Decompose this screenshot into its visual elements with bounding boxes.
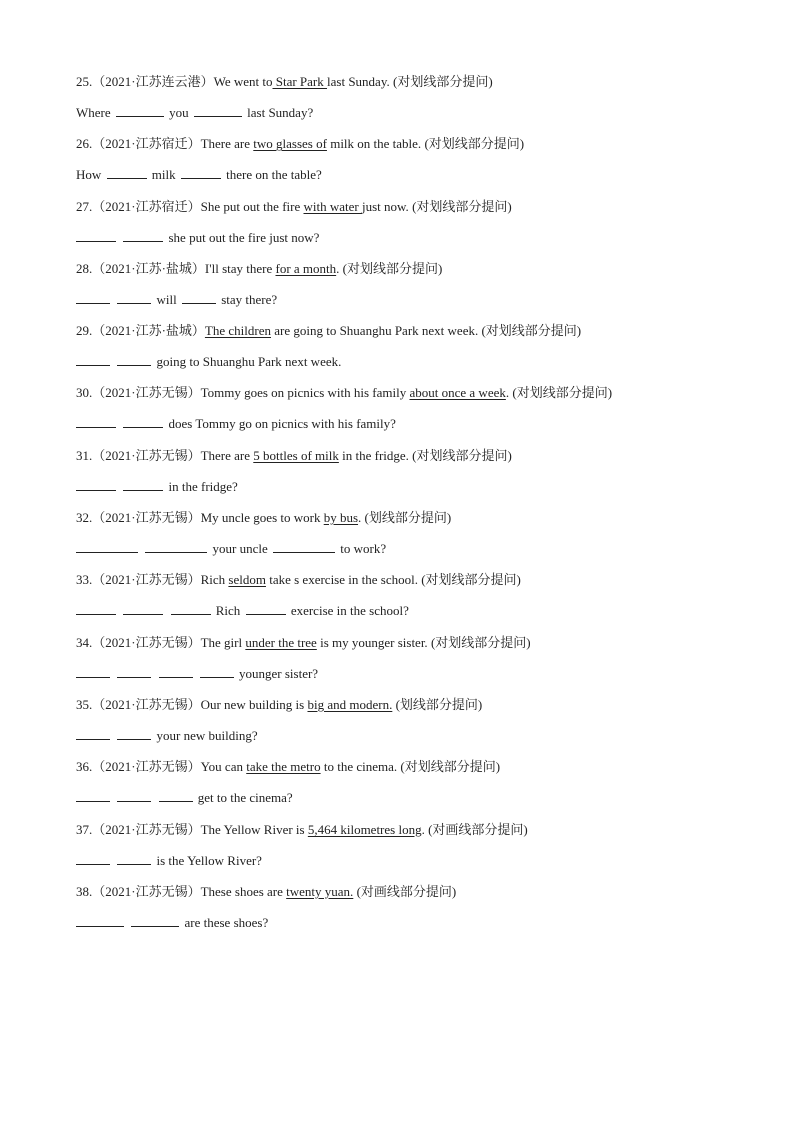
answer-blank[interactable] bbox=[181, 166, 221, 179]
answer-blank[interactable] bbox=[123, 229, 163, 242]
question-source: （2021·江苏宿迁） bbox=[92, 136, 201, 152]
answer-blank[interactable] bbox=[182, 291, 216, 304]
question-sentence bbox=[76, 71, 736, 102]
question-sentence bbox=[76, 694, 736, 725]
question-number: 34. bbox=[76, 634, 93, 650]
question-item bbox=[76, 133, 736, 195]
underlined-part: by bus bbox=[323, 510, 359, 526]
answer-blank[interactable] bbox=[145, 540, 207, 553]
underlined-part: about once a week bbox=[409, 385, 506, 401]
question-item bbox=[76, 819, 736, 881]
question-instruction: (对划线部分提问) bbox=[427, 634, 531, 650]
answer-blank[interactable] bbox=[159, 789, 193, 802]
question-number: 27. bbox=[76, 198, 93, 214]
answer-text: younger sister? bbox=[239, 665, 319, 681]
answer-text: she put out the fire just now? bbox=[168, 229, 320, 245]
answer-blank[interactable] bbox=[76, 727, 110, 740]
question-instruction: (对划线部分提问) bbox=[478, 323, 582, 339]
question-number: 36. bbox=[76, 759, 93, 775]
question-item bbox=[76, 694, 736, 756]
answer-text: there on the table? bbox=[226, 167, 322, 183]
question-item bbox=[76, 507, 736, 569]
sentence-text: . bbox=[336, 260, 340, 276]
answer-line bbox=[76, 164, 736, 195]
answer-blank[interactable] bbox=[171, 602, 211, 615]
answer-text: your uncle bbox=[212, 541, 268, 557]
answer-line bbox=[76, 289, 736, 320]
answer-line bbox=[76, 725, 736, 756]
question-sentence bbox=[76, 881, 736, 912]
question-number: 37. bbox=[76, 821, 93, 837]
question-instruction: (对划线部分提问) bbox=[339, 260, 443, 276]
question-number: 25. bbox=[76, 74, 93, 89]
sentence-text: There are bbox=[200, 136, 254, 152]
answer-line bbox=[76, 413, 736, 444]
answer-text: last Sunday? bbox=[247, 105, 314, 120]
sentence-text: These shoes are bbox=[200, 883, 287, 899]
underlined-part: two glasses of bbox=[253, 136, 327, 152]
question-instruction: (对划线部分提问) bbox=[408, 447, 512, 463]
answer-blank[interactable] bbox=[117, 852, 151, 865]
answer-line bbox=[76, 912, 736, 943]
underlined-part: The children bbox=[204, 323, 271, 339]
question-number: 28. bbox=[76, 260, 93, 276]
answer-text: milk bbox=[151, 167, 176, 183]
underlined-part: Star Park bbox=[272, 74, 328, 89]
sentence-text: She put out the fire bbox=[200, 198, 304, 214]
answer-blank[interactable] bbox=[76, 540, 138, 553]
answer-text: is the Yellow River? bbox=[156, 852, 262, 868]
question-source: （2021·江苏无锡） bbox=[92, 572, 201, 588]
answer-blank[interactable] bbox=[76, 665, 110, 678]
answer-blank[interactable] bbox=[117, 291, 151, 304]
question-source: （2021·江苏无锡） bbox=[92, 634, 201, 650]
underlined-part: 5 bottles of milk bbox=[253, 447, 339, 463]
sentence-text: last Sunday. bbox=[327, 74, 390, 89]
answer-line bbox=[76, 538, 736, 569]
underlined-part: take the metro bbox=[246, 759, 321, 775]
sentence-text: . bbox=[358, 510, 362, 526]
question-sentence bbox=[76, 258, 736, 289]
answer-line bbox=[76, 476, 736, 507]
question-instruction: (对划线部分提问) bbox=[397, 759, 501, 775]
answer-blank[interactable] bbox=[273, 540, 335, 553]
answer-blank[interactable] bbox=[200, 665, 234, 678]
sentence-text: I'll stay there bbox=[204, 260, 276, 276]
question-item bbox=[76, 196, 736, 258]
answer-text: are these shoes? bbox=[184, 914, 269, 930]
underlined-part: seldom bbox=[228, 572, 266, 588]
answer-blank[interactable] bbox=[131, 914, 179, 927]
question-instruction: (对画线部分提问) bbox=[353, 883, 457, 899]
answer-blank[interactable] bbox=[117, 665, 151, 678]
question-number: 38. bbox=[76, 883, 93, 899]
answer-blank[interactable] bbox=[123, 415, 163, 428]
question-number: 35. bbox=[76, 696, 93, 712]
sentence-text: . bbox=[505, 385, 510, 401]
sentence-text: Rich bbox=[200, 572, 229, 588]
question-sentence bbox=[76, 382, 736, 413]
question-sentence bbox=[76, 445, 736, 476]
answer-line bbox=[76, 663, 736, 694]
question-instruction: (划线部分提问) bbox=[361, 510, 452, 526]
answer-blank[interactable] bbox=[246, 602, 286, 615]
question-item bbox=[76, 445, 736, 507]
question-number: 30. bbox=[76, 385, 93, 401]
answer-text: How bbox=[76, 167, 102, 183]
sentence-text: in the fridge. bbox=[338, 447, 409, 463]
question-sentence bbox=[76, 569, 736, 600]
answer-blank[interactable] bbox=[76, 353, 110, 366]
underlined-part: for a month bbox=[275, 260, 337, 276]
sentence-text: The girl bbox=[200, 634, 246, 650]
sentence-text: take s exercise in the school. bbox=[265, 572, 418, 588]
question-source: （2021·江苏·盐城） bbox=[92, 260, 205, 276]
answer-line bbox=[76, 600, 736, 631]
question-sentence bbox=[76, 133, 736, 164]
answer-blank[interactable] bbox=[123, 478, 163, 491]
question-source: （2021·江苏无锡） bbox=[92, 821, 201, 837]
underlined-part: twenty yuan. bbox=[286, 883, 354, 899]
answer-text: going to Shuanghu Park next week. bbox=[156, 354, 342, 370]
answer-text: you bbox=[169, 105, 189, 120]
question-instruction: (对划线部分提问) bbox=[509, 385, 613, 401]
question-number: 31. bbox=[76, 447, 93, 463]
sentence-text: The Yellow River is bbox=[200, 821, 308, 837]
question-sentence bbox=[76, 196, 736, 227]
question-source: （2021·江苏无锡） bbox=[92, 447, 201, 463]
answer-text: in the fridge? bbox=[168, 478, 238, 494]
question-item bbox=[76, 569, 736, 631]
underlined-part: under the tree bbox=[245, 634, 317, 650]
answer-blank[interactable] bbox=[76, 478, 116, 491]
answer-blank[interactable] bbox=[76, 229, 116, 242]
question-sentence bbox=[76, 756, 736, 787]
question-instruction: (对划线部分提问) bbox=[408, 198, 512, 214]
question-instruction: (对划线部分提问) bbox=[389, 74, 493, 89]
underlined-part: with water bbox=[303, 198, 362, 214]
sentence-text: My uncle goes to work bbox=[200, 510, 324, 526]
answer-blank[interactable] bbox=[194, 104, 242, 117]
question-sentence bbox=[76, 507, 736, 538]
question-item bbox=[76, 258, 736, 320]
question-source: （2021·江苏无锡） bbox=[92, 385, 201, 401]
question-item bbox=[76, 756, 736, 818]
answer-text: exercise in the school? bbox=[290, 603, 409, 619]
answer-blank[interactable] bbox=[76, 852, 110, 865]
question-source: （2021·江苏无锡） bbox=[92, 759, 201, 775]
question-source: （2021·江苏无锡） bbox=[92, 510, 201, 526]
sentence-text: are going to Shuanghu Park next week. bbox=[270, 323, 479, 339]
answer-blank[interactable] bbox=[76, 602, 116, 615]
answer-text: get to the cinema? bbox=[197, 790, 293, 806]
question-number: 32. bbox=[76, 510, 93, 526]
answer-blank[interactable] bbox=[76, 789, 110, 802]
sentence-text: just now. bbox=[361, 198, 409, 214]
answer-text: to work? bbox=[340, 541, 387, 557]
answer-line bbox=[76, 787, 736, 818]
answer-line bbox=[76, 850, 736, 881]
question-item bbox=[76, 320, 736, 382]
answer-text: your new building? bbox=[156, 727, 258, 743]
answer-line bbox=[76, 102, 736, 133]
answer-blank[interactable] bbox=[76, 291, 110, 304]
sentence-text: is my younger sister. bbox=[316, 634, 428, 650]
answer-blank[interactable] bbox=[107, 166, 147, 179]
sentence-text: We went to bbox=[213, 74, 273, 89]
underlined-part: big and modern. bbox=[307, 696, 393, 712]
question-item bbox=[76, 382, 736, 444]
question-source: （2021·江苏·盐城） bbox=[92, 323, 205, 339]
answer-blank[interactable] bbox=[123, 602, 163, 615]
question-instruction: (划线部分提问) bbox=[392, 696, 483, 712]
sentence-text: You can bbox=[200, 759, 247, 775]
answer-text: Rich bbox=[215, 603, 241, 619]
answer-text: stay there? bbox=[221, 291, 278, 307]
answer-blank[interactable] bbox=[117, 353, 151, 366]
sentence-text: milk on the table. bbox=[326, 136, 422, 152]
sentence-text: . bbox=[421, 821, 425, 837]
answer-blank[interactable] bbox=[117, 789, 151, 802]
sentence-text: Our new building is bbox=[200, 696, 308, 712]
question-source: （2021·江苏无锡） bbox=[92, 883, 201, 899]
question-sentence bbox=[76, 320, 736, 351]
sentence-text: There are bbox=[200, 447, 254, 463]
question-list bbox=[76, 71, 736, 943]
question-instruction: (对画线部分提问) bbox=[424, 821, 528, 837]
answer-blank[interactable] bbox=[76, 914, 124, 927]
underlined-part: 5,464 kilometres long bbox=[307, 821, 422, 837]
question-sentence bbox=[76, 632, 736, 663]
question-number: 29. bbox=[76, 323, 93, 339]
question-source: （2021·江苏宿迁） bbox=[92, 198, 201, 214]
sentence-text: Tommy goes on picnics with his family bbox=[200, 385, 410, 401]
answer-line bbox=[76, 227, 736, 258]
answer-blank[interactable] bbox=[159, 665, 193, 678]
answer-line bbox=[76, 351, 736, 382]
question-source: （2021·江苏连云港） bbox=[92, 74, 214, 89]
question-instruction: (对划线部分提问) bbox=[421, 136, 525, 152]
answer-text: does Tommy go on picnics with his family? bbox=[168, 416, 396, 432]
answer-blank[interactable] bbox=[116, 104, 164, 117]
question-number: 33. bbox=[76, 572, 93, 588]
question-item bbox=[76, 632, 736, 694]
answer-text: Where bbox=[76, 105, 111, 120]
question-source: （2021·江苏无锡） bbox=[92, 696, 201, 712]
answer-text: will bbox=[156, 291, 177, 307]
answer-blank[interactable] bbox=[76, 415, 116, 428]
question-item bbox=[76, 881, 736, 943]
sentence-text: to the cinema. bbox=[320, 759, 398, 775]
answer-blank[interactable] bbox=[117, 727, 151, 740]
question-sentence bbox=[76, 819, 736, 850]
question-instruction: (对划线部分提问) bbox=[417, 572, 521, 588]
question-number: 26. bbox=[76, 136, 93, 152]
question-item bbox=[76, 71, 736, 133]
